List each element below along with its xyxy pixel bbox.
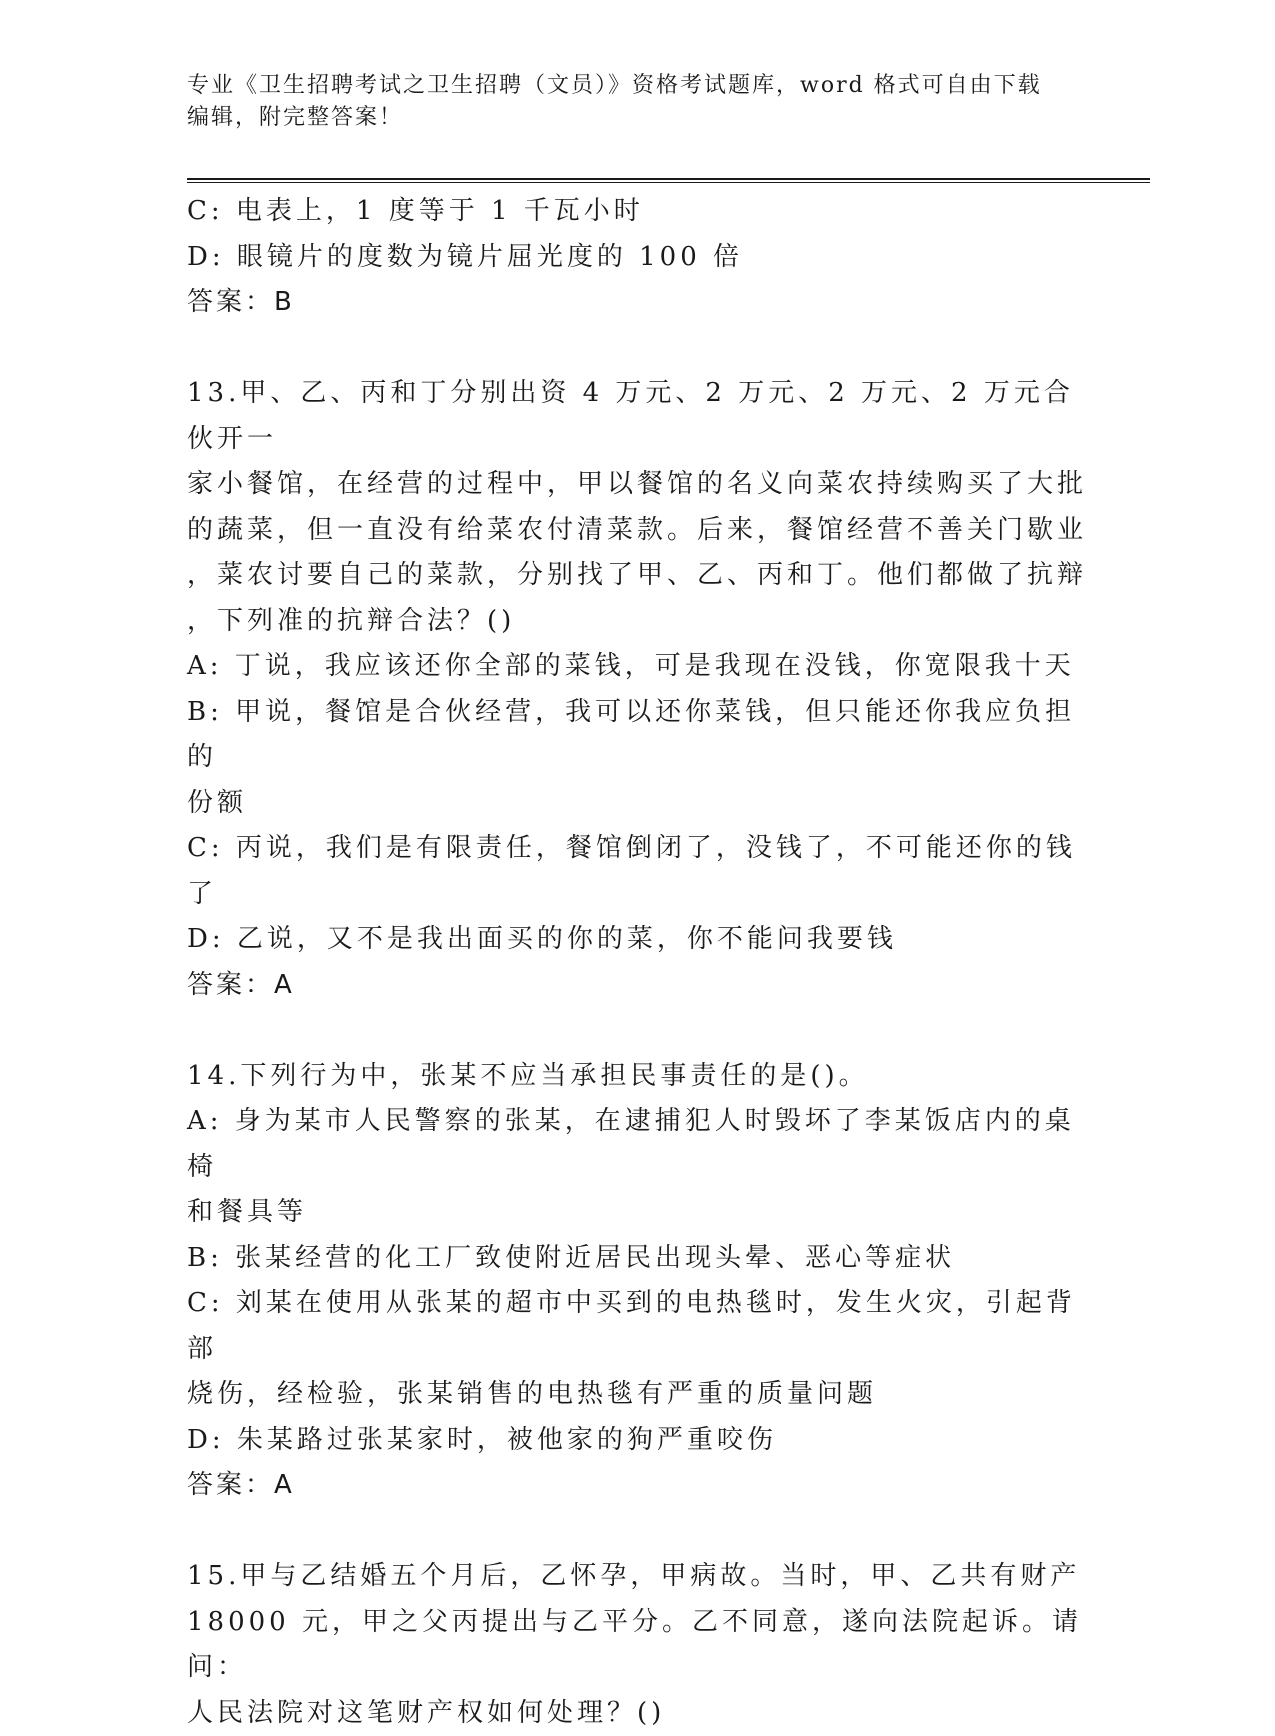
question-stem-line: 15.甲与乙结婚五个月后，乙怀孕，甲病故。当时，甲、乙共有财产 <box>187 1554 1087 1600</box>
option-c: C: 刘某在使用从张某的超市中买到的电热毯时，发生火灾，引起背部 <box>187 1281 1087 1372</box>
question-stem-line: 的蔬菜，但一直没有给菜农付清菜款。后来，餐馆经营不善关门歇业 <box>187 508 1087 554</box>
question-stem-line: 人民法院对这笔财产权如何处理？() <box>187 1691 1087 1736</box>
spacer <box>187 1509 1087 1555</box>
question-stem-line: 13.甲、乙、丙和丁分别出资 4 万元、2 万元、2 万元、2 万元合伙开一 <box>187 371 1087 462</box>
spacer <box>187 1008 1087 1054</box>
option-d: D: 乙说，又不是我出面买的你的菜，你不能问我要钱 <box>187 917 1087 963</box>
page-header <box>187 70 1087 134</box>
question-15 <box>187 1554 1087 1736</box>
question-12 <box>187 189 1087 326</box>
header-line-2: 编辑，附完整答案！ <box>187 102 1087 134</box>
question-stem-line: 家小餐馆，在经营的过程中，甲以餐馆的名义向菜农持续购买了大批 <box>187 462 1087 508</box>
question-14 <box>187 1054 1087 1509</box>
question-13 <box>187 371 1087 1008</box>
option-b: B: 张某经营的化工厂致使附近居民出现头晕、恶心等症状 <box>187 1236 1087 1282</box>
option-a: A: 身为某市人民警察的张某，在逮捕犯人时毁坏了李某饭店内的桌椅 <box>187 1099 1087 1190</box>
answer: 答案：B <box>187 280 1087 326</box>
option-b: B: 甲说，餐馆是合伙经营，我可以还你菜钱，但只能还你我应负担的 <box>187 690 1087 781</box>
question-stem: 14.下列行为中，张某不应当承担民事责任的是()。 <box>187 1054 1087 1100</box>
question-stem-line: ，下列准的抗辩合法？() <box>187 599 1087 645</box>
option-b-continued: 份额 <box>187 781 1087 827</box>
spacer <box>187 326 1087 372</box>
option-c-continued: 烧伤，经检验，张某销售的电热毯有严重的质量问题 <box>187 1372 1087 1418</box>
option-d: D: 眼镜片的度数为镜片屈光度的 100 倍 <box>187 235 1087 281</box>
option-a-continued: 和餐具等 <box>187 1190 1087 1236</box>
option-c: C: 电表上，1 度等于 1 千瓦小时 <box>187 189 1087 235</box>
question-stem-line: ，菜农讨要自己的菜款，分别找了甲、乙、丙和丁。他们都做了抗辩 <box>187 553 1087 599</box>
option-a: A: 丁说，我应该还你全部的菜钱，可是我现在没钱，你宽限我十天 <box>187 644 1087 690</box>
header-line-1: 专业《卫生招聘考试之卫生招聘（文员）》资格考试题库，word 格式可自由下载 <box>187 70 1087 102</box>
answer: 答案：A <box>187 1463 1087 1509</box>
question-stem-line: 18000 元，甲之父丙提出与乙平分。乙不同意，遂向法院起诉。请问： <box>187 1600 1087 1691</box>
option-d: D: 朱某路过张某家时，被他家的狗严重咬伤 <box>187 1418 1087 1464</box>
option-c: C: 丙说，我们是有限责任，餐馆倒闭了，没钱了，不可能还你的钱了 <box>187 826 1087 917</box>
answer: 答案：A <box>187 963 1087 1009</box>
header-divider <box>187 178 1150 183</box>
question-content <box>187 189 1087 1736</box>
